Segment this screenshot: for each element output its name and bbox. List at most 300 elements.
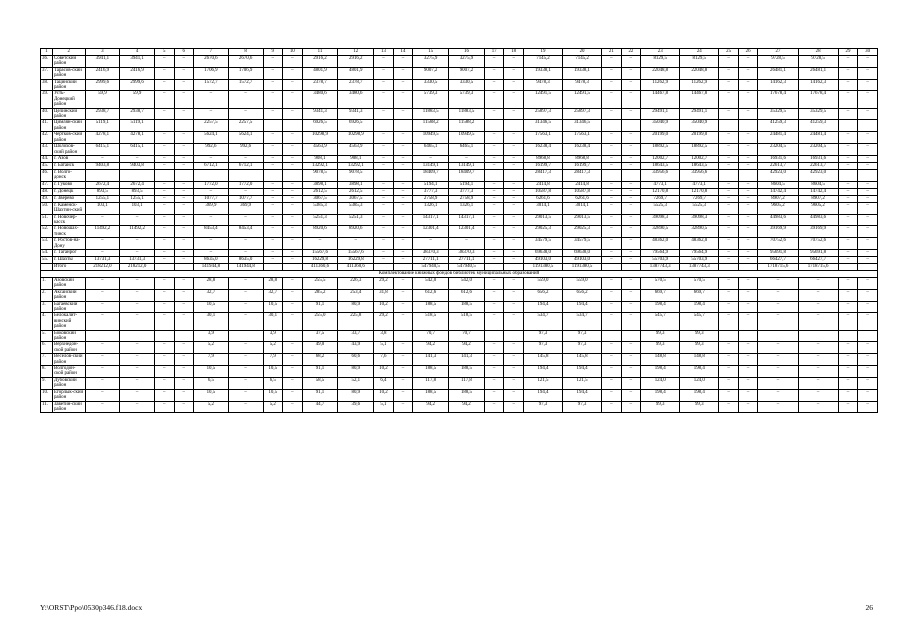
table-cell: 94,2	[449, 342, 485, 354]
table-cell: 5624,1	[194, 132, 229, 144]
table-cell: –	[484, 67, 504, 79]
row-label-cell: Итого	[52, 263, 85, 270]
table-cell: –	[174, 313, 194, 330]
table-cell: 542,0	[449, 277, 485, 289]
table-cell	[283, 330, 303, 342]
table-cell: 8.	[41, 366, 53, 378]
table-cell: 7269,7	[641, 195, 680, 202]
table-cell	[120, 169, 155, 181]
table-cell: –	[283, 162, 303, 169]
table-cell: 1326,1	[413, 202, 449, 214]
table-cell	[228, 169, 263, 181]
table-cell: –	[719, 202, 739, 214]
table-cell: 4563,9	[302, 144, 338, 156]
table-cell	[504, 330, 524, 342]
table-cell: 17563,1	[523, 132, 562, 144]
table-cell: –	[154, 132, 174, 144]
table-cell: –	[283, 56, 303, 68]
table-cell: 55703,9	[641, 256, 680, 263]
table-cell: –	[174, 249, 194, 256]
table-cell: 99,3	[641, 401, 680, 413]
table-cell: –	[738, 195, 758, 202]
table-cell	[41, 263, 53, 270]
table-cell: –	[393, 144, 413, 156]
row-label-cell: Цимлян-ский район	[52, 120, 85, 132]
table-cell: 60,6	[338, 354, 374, 366]
table-cell: 3014,1	[563, 202, 602, 214]
table-cell: –	[602, 155, 622, 162]
table-cell: 41259,3	[798, 120, 838, 132]
table-cell: –	[602, 389, 622, 401]
table-row	[41, 169, 878, 181]
table-cell	[283, 263, 303, 270]
table-cell: –	[449, 238, 485, 250]
table-cell	[838, 169, 858, 181]
table-cell: 3941,1	[85, 56, 120, 68]
table-cell: 411360,6	[302, 263, 338, 270]
table-cell: –	[838, 401, 858, 413]
row-label-cell: г. Азов	[52, 155, 85, 162]
table-cell: 17	[484, 49, 504, 56]
table-cell: 8453,4	[194, 226, 229, 238]
table-cell: –	[283, 79, 303, 91]
table-cell: –	[263, 188, 283, 195]
table-cell	[621, 330, 641, 342]
table-row	[41, 238, 878, 250]
table-cell	[154, 169, 174, 181]
table-cell: –	[758, 354, 798, 366]
table-cell: –	[228, 188, 263, 195]
table-cell: 99,3	[680, 342, 719, 354]
table-cell: –	[393, 195, 413, 202]
table-cell: –	[621, 155, 641, 162]
table-cell	[738, 263, 758, 270]
table-cell: –	[263, 181, 283, 188]
table-cell: –	[504, 144, 524, 156]
table-cell: 30	[858, 49, 878, 56]
table-cell: 13149,1	[413, 162, 449, 169]
table-cell: –	[120, 313, 155, 330]
table-cell: –	[504, 377, 524, 389]
table-cell: 14467,8	[680, 91, 719, 108]
table-cell: –	[838, 195, 858, 202]
table-cell: 94,2	[449, 401, 485, 413]
table-cell: 43.	[41, 144, 53, 156]
table-cell: –	[719, 91, 739, 108]
table-cell: 49,0	[302, 342, 338, 354]
row-label-cell: Шолохов-ский район	[52, 144, 85, 156]
table-cell: 29013,5	[563, 214, 602, 226]
table-cell: 23204,5	[758, 144, 798, 156]
table-cell	[263, 169, 283, 181]
table-cell: 41259,3	[758, 120, 798, 132]
table-cell: 45.	[41, 162, 53, 169]
table-cell: –	[719, 289, 739, 301]
table-cell: 7	[194, 49, 229, 56]
table-cell: –	[263, 214, 283, 226]
table-cell: –	[621, 289, 641, 301]
table-cell: –	[174, 277, 194, 289]
table-cell: 9403,8	[120, 162, 155, 169]
table-cell: –	[858, 249, 878, 256]
table-cell: 1191380,5	[523, 263, 562, 270]
table-cell	[263, 263, 283, 270]
table-cell: –	[738, 226, 758, 238]
table-cell: –	[621, 181, 641, 188]
table-cell: 66427,7	[798, 256, 838, 263]
table-cell: 10,5	[194, 389, 229, 401]
table-cell: –	[858, 238, 878, 250]
table-cell: –	[283, 354, 303, 366]
table-cell	[858, 263, 878, 270]
table-cell: 31346,5	[563, 120, 602, 132]
table-cell: 97,3	[563, 342, 602, 354]
table-cell	[154, 263, 174, 270]
table-cell: 38370,3	[449, 249, 485, 256]
table-cell: –	[858, 195, 878, 202]
table-cell: –	[621, 401, 641, 413]
table-cell: 9728,5	[758, 56, 798, 68]
table-cell: 8968,8	[563, 155, 602, 162]
table-cell: –	[228, 214, 263, 226]
table-cell: 992,6	[228, 144, 263, 156]
table-cell: 26	[738, 49, 758, 56]
table-cell: –	[263, 132, 283, 144]
table-cell: 1255,1	[120, 195, 155, 202]
table-cell: –	[858, 155, 878, 162]
table-cell: 7145,2	[523, 56, 562, 68]
table-cell: –	[194, 155, 229, 162]
table-cell: 3014,1	[523, 202, 562, 214]
table-cell: –	[484, 256, 504, 263]
table-cell: 5385,3	[338, 202, 374, 214]
table-cell: –	[484, 202, 504, 214]
table-cell: 253,4	[338, 289, 374, 301]
table-cell: –	[484, 238, 504, 250]
table-cell: –	[174, 256, 194, 263]
table-cell: –	[798, 366, 838, 378]
table-cell: 13731,3	[85, 256, 120, 263]
table-cell: –	[283, 108, 303, 120]
table-cell: –	[798, 377, 838, 389]
table-cell: –	[838, 108, 858, 120]
table-cell: 5,2	[263, 342, 283, 354]
table-cell: –	[228, 342, 263, 354]
table-cell: –	[738, 144, 758, 156]
table-cell: 13731,3	[120, 256, 155, 263]
table-cell: –	[194, 249, 229, 256]
table-cell: –	[858, 91, 878, 108]
table-cell: –	[602, 301, 622, 313]
table-cell: –	[602, 79, 622, 91]
table-cell: –	[484, 342, 504, 354]
table-cell: 29	[838, 49, 858, 56]
table-cell: 99,3	[680, 401, 719, 413]
table-cell: –	[154, 162, 174, 169]
table-cell: 570,5	[641, 277, 680, 289]
table-cell	[858, 330, 878, 342]
table-row	[41, 301, 878, 313]
table-cell: –	[263, 202, 283, 214]
table-cell: –	[154, 354, 174, 366]
table-row	[41, 249, 878, 256]
table-cell: 5119,1	[85, 120, 120, 132]
table-cell: 29025,3	[563, 226, 602, 238]
table-cell: 411360,6	[338, 263, 374, 270]
table-cell: –	[228, 301, 263, 313]
table-cell: –	[738, 108, 758, 120]
table-cell: –	[621, 389, 641, 401]
table-cell: 103,1	[85, 202, 120, 214]
table-cell: –	[85, 301, 120, 313]
table-cell: 59,9	[85, 91, 120, 108]
row-label-cell: 2	[52, 49, 85, 56]
table-cell: –	[85, 277, 120, 289]
table-cell: 545,7	[680, 313, 719, 330]
table-cell: –	[621, 214, 641, 226]
row-label-cell: Тарасов-ский район	[52, 67, 85, 79]
table-cell: –	[719, 132, 739, 144]
table-cell: –	[602, 401, 622, 413]
table-cell: –	[484, 214, 504, 226]
table-cell: –	[154, 181, 174, 188]
table-cell: –	[621, 132, 641, 144]
table-cell: 3330,5	[413, 79, 449, 91]
table-cell: 3898,1	[302, 181, 338, 188]
table-row	[41, 313, 878, 330]
table-cell: 97,3	[523, 401, 562, 413]
table-cell: –	[393, 181, 413, 188]
table-row	[41, 401, 878, 413]
table-cell	[374, 120, 394, 132]
table-cell: 612,6	[413, 289, 449, 301]
table-cell: 2916,2	[338, 56, 374, 68]
table-cell: –	[838, 67, 858, 79]
table-cell: 188,5	[413, 366, 449, 378]
table-cell: 18409,7	[449, 169, 485, 181]
table-cell: 8453,4	[228, 226, 263, 238]
table-cell: 5194,1	[413, 181, 449, 188]
table-cell: –	[858, 377, 878, 389]
table-cell: 8968,8	[523, 155, 562, 162]
table-cell: 5,2	[194, 342, 229, 354]
table-cell: –	[602, 249, 622, 256]
table-cell: –	[838, 354, 858, 366]
table-cell: 198,4	[641, 389, 680, 401]
table-row	[41, 67, 878, 79]
table-cell: 39098,3	[641, 214, 680, 226]
table-cell: –	[719, 226, 739, 238]
table-cell: –	[283, 277, 303, 289]
section-title: Комплектование книжных фондов библиотек муниципальных образований	[41, 270, 878, 277]
table-cell: –	[602, 195, 622, 202]
table-cell: –	[85, 214, 120, 226]
table-row	[41, 263, 878, 270]
table-cell: 5.	[41, 330, 53, 342]
table-cell: –	[174, 377, 194, 389]
table-cell: 80,9	[338, 389, 374, 401]
table-cell: –	[504, 79, 524, 91]
table-cell: –	[738, 91, 758, 108]
table-row	[41, 188, 878, 195]
row-label-cell: г. Батайск	[52, 162, 85, 169]
row-label-cell: Егорлык-ский район	[53, 389, 84, 401]
section-row	[41, 270, 878, 277]
table-cell: –	[393, 238, 413, 250]
table-cell: 7,9	[194, 354, 229, 366]
table-cell: –	[621, 79, 641, 91]
table-cell: –	[174, 366, 194, 378]
table-cell: 369,9	[228, 202, 263, 214]
table-cell: 1077,7	[194, 195, 229, 202]
table-cell: 42.	[41, 132, 53, 144]
table-cell: 121,5	[563, 377, 602, 389]
table-cell: 145,8	[523, 354, 562, 366]
table-cell: –	[719, 181, 739, 188]
row-label-cell: Усть-Донецкий район	[52, 91, 85, 108]
table-row	[41, 342, 878, 354]
table-cell: –	[393, 226, 413, 238]
table-cell: –	[738, 313, 758, 330]
table-cell: 14742,4	[798, 188, 838, 195]
table-cell: 18892,5	[641, 144, 680, 156]
table-cell: 255,5	[302, 277, 338, 289]
table-cell: –	[283, 249, 303, 256]
table-cell: 13149,1	[449, 162, 485, 169]
table-cell: –	[602, 56, 622, 68]
table-cell: 1572,7	[194, 79, 229, 91]
table-cell: –	[154, 289, 174, 301]
table-cell: 29,2	[374, 313, 394, 330]
table-cell: –	[283, 342, 303, 354]
table-cell: 16238,4	[563, 144, 602, 156]
table-cell: –	[393, 132, 413, 144]
table-cell: –	[719, 401, 739, 413]
table-cell: –	[504, 256, 524, 263]
table-cell: –	[263, 56, 283, 68]
table-cell: 6261,6	[523, 195, 562, 202]
table-cell: –	[738, 67, 758, 79]
table-cell: –	[228, 401, 263, 413]
table-cell: –	[413, 155, 449, 162]
table-cell: 20199,0	[641, 132, 680, 144]
table-cell: 2999,6	[120, 79, 155, 91]
table-cell: 16229,8	[302, 256, 338, 263]
table-cell: –	[504, 277, 524, 289]
table-cell: –	[621, 162, 641, 169]
table-cell: 285,2	[302, 289, 338, 301]
table-cell: –	[283, 401, 303, 413]
table-cell: –	[484, 56, 504, 68]
table-cell: –	[194, 108, 229, 120]
table-cell: 18643,5	[641, 162, 680, 169]
table-row	[41, 195, 878, 202]
table-cell: –	[449, 155, 485, 162]
table-cell: 12491,5	[523, 91, 562, 108]
table-cell: 4	[120, 49, 155, 56]
table-cell: 49103,0	[523, 256, 562, 263]
table-cell: –	[374, 162, 394, 169]
table-cell: –	[393, 249, 413, 256]
table-cell: 141944,8	[194, 263, 229, 270]
table-cell: 194,4	[523, 301, 562, 313]
table-cell: 4563,9	[338, 144, 374, 156]
table-cell: 29491,1	[641, 108, 680, 120]
table-cell: –	[838, 313, 858, 330]
table-cell: 6712,1	[194, 162, 229, 169]
table-cell: –	[85, 238, 120, 250]
table-cell	[154, 120, 174, 132]
table-cell: 35329,5	[798, 108, 838, 120]
table-cell: –	[758, 313, 798, 330]
table-cell: 11.	[41, 401, 53, 413]
table-cell: –	[484, 155, 504, 162]
table-cell: 10,2	[374, 366, 394, 378]
table-cell: 10	[283, 49, 303, 56]
table-cell: –	[154, 238, 174, 250]
table-cell: –	[393, 155, 413, 162]
table-cell	[154, 330, 174, 342]
table-cell	[174, 169, 194, 181]
table-cell: –	[504, 195, 524, 202]
table-cell: 9	[263, 49, 283, 56]
table-cell: 5	[154, 49, 174, 56]
table-cell: 3480,6	[302, 91, 338, 108]
table-row	[41, 56, 878, 68]
table-cell: 33,7	[338, 330, 374, 342]
table-cell: –	[120, 354, 155, 366]
table-cell: 893,5	[120, 188, 155, 195]
table-cell: 8920,6	[302, 226, 338, 238]
table-cell: 16199,7	[523, 162, 562, 169]
table-cell: 14317,1	[413, 214, 449, 226]
table-cell: 9728,5	[798, 56, 838, 68]
table-cell: –	[858, 214, 878, 226]
table-cell: 19338,1	[523, 67, 562, 79]
table-cell: –	[174, 144, 194, 156]
table-cell: –	[154, 214, 174, 226]
table-cell: –	[374, 132, 394, 144]
table-cell: –	[174, 155, 194, 162]
table-cell: 10587,8	[563, 188, 602, 195]
table-cell: 188,5	[449, 389, 485, 401]
table-cell: 188,5	[449, 366, 485, 378]
table-cell: –	[738, 162, 758, 169]
table-cell: 10.	[41, 389, 53, 401]
table-cell: 10587,8	[523, 188, 562, 195]
table-cell: –	[621, 91, 641, 108]
table-cell: –	[738, 238, 758, 250]
table-cell: –	[393, 401, 413, 413]
table-cell: –	[858, 342, 878, 354]
table-cell: –	[719, 67, 739, 79]
table-cell: 3275,9	[449, 56, 485, 68]
table-cell: –	[283, 226, 303, 238]
table-cell: –	[738, 188, 758, 195]
table-cell	[738, 120, 758, 132]
table-cell: –	[504, 91, 524, 108]
table-cell: –	[154, 108, 174, 120]
table-cell: –	[154, 202, 174, 214]
table-cell: –	[174, 188, 194, 195]
table-cell: 19338,1	[563, 67, 602, 79]
table-cell: –	[393, 79, 413, 91]
table-cell	[174, 330, 194, 342]
table-cell: 194,4	[563, 301, 602, 313]
table-cell: 103,1	[120, 202, 155, 214]
table-cell: –	[602, 162, 622, 169]
table-cell: 1772,0	[228, 181, 263, 188]
